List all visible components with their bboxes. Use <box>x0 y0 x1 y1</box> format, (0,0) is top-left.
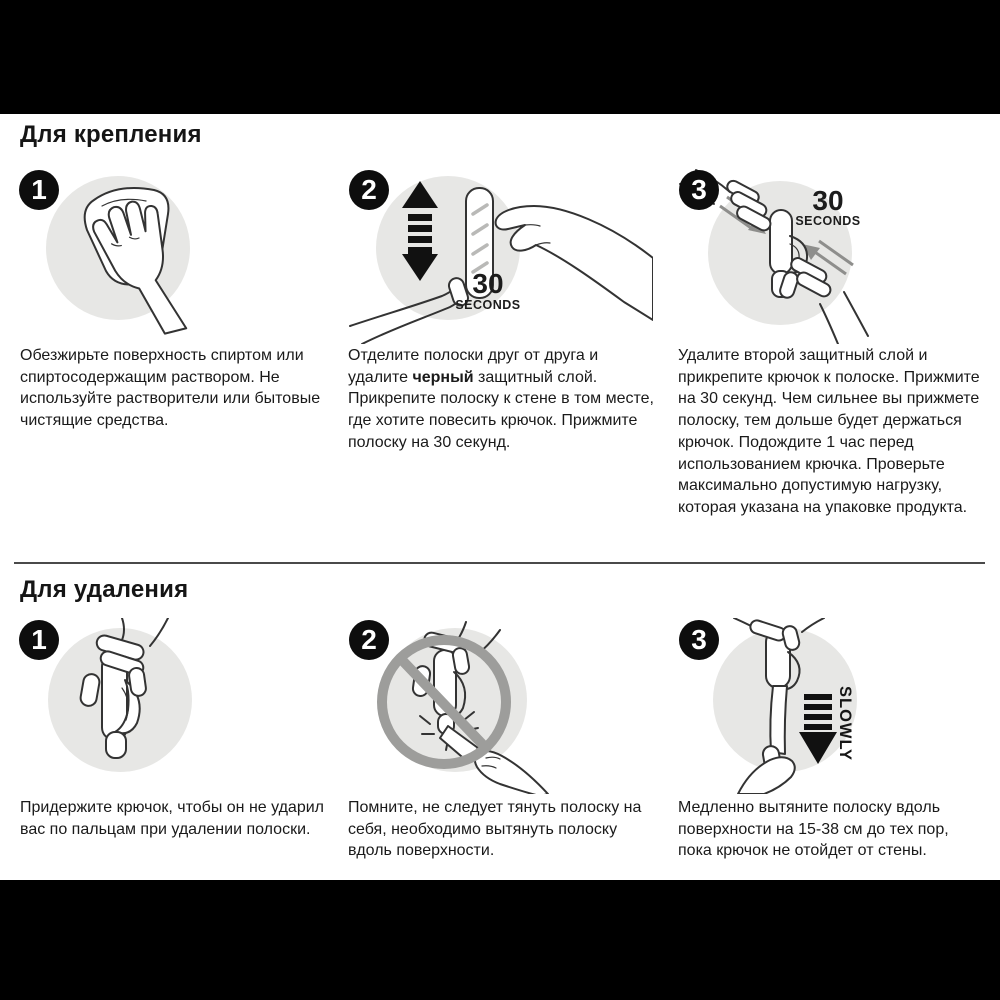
illustration-press-strip <box>348 168 653 344</box>
step-number-badge <box>349 170 389 210</box>
illustration-pull-slowly <box>678 618 983 794</box>
slowly-label: SLOWLY <box>836 686 854 762</box>
svg-text:3: 3 <box>691 624 707 655</box>
illustration-press-hook <box>678 168 983 344</box>
step-caption: Медленно вытяните полоску вдоль поверхности на 15-38 см до тех пор, пока крючок не отойдет от стены. <box>678 799 949 860</box>
svg-text:2: 2 <box>361 174 377 205</box>
seconds-value-label: 30 <box>812 185 844 216</box>
step-caption: Обезжирьте поверхность спиртом или спиртосодержащим раствором. Не используйте растворители или бытовые чистящие средства. <box>20 347 321 430</box>
step-number-badge <box>349 620 389 660</box>
illustration-do-not-pull <box>348 618 653 794</box>
step-number-badge <box>19 170 59 210</box>
step-caption: Придержите крючок, чтобы он не ударил вас по пальцам при удалении полоски. <box>20 799 324 838</box>
top-letterbox-band <box>0 0 1000 114</box>
svg-text:3: 3 <box>691 174 707 205</box>
step-number-badge <box>679 170 719 210</box>
caption-bold-word: черный <box>412 368 474 386</box>
caption-text: защитный слой. Прикрепите полоску к стене в том месте, где хотите повесить крючок. Прижмите полоску на 30 секунд. <box>348 368 654 451</box>
section-divider <box>14 562 985 564</box>
seconds-unit-label: SECONDS <box>455 298 521 312</box>
step-caption: Помните, не следует тянуть полоску на себя, необходимо вытянуть полоску вдоль поверхности. <box>348 799 642 860</box>
illustration-clean-surface <box>18 168 323 344</box>
svg-text:2: 2 <box>361 624 377 655</box>
step-number-badge <box>19 620 59 660</box>
bottom-letterbox-band <box>0 880 1000 1000</box>
svg-text:1: 1 <box>31 624 47 655</box>
step-caption <box>348 345 656 454</box>
seconds-value-label: 30 <box>472 268 504 299</box>
caption-text: Отделите полоски друг от друга и удалите <box>348 347 599 386</box>
illustration-hold-hook <box>18 618 323 794</box>
section-title-attach: Для крепления <box>20 121 202 148</box>
step-number-badge <box>679 620 719 660</box>
step-caption: Удалите второй защитный слой и прикрепите крючок к полоске. Прижмите на 30 секунд. Чем сильнее вы прижмете полоску, тем дольше будет держаться крючок. Подождите 1 час перед использованием крючка. Проверьте максимально допустимую нагрузку, которая указана на упаковке продукта. <box>678 347 980 516</box>
svg-text:1: 1 <box>31 174 47 205</box>
section-title-remove: Для удаления <box>20 576 189 603</box>
strip-icon <box>770 686 787 754</box>
seconds-unit-label: SECONDS <box>795 214 861 228</box>
